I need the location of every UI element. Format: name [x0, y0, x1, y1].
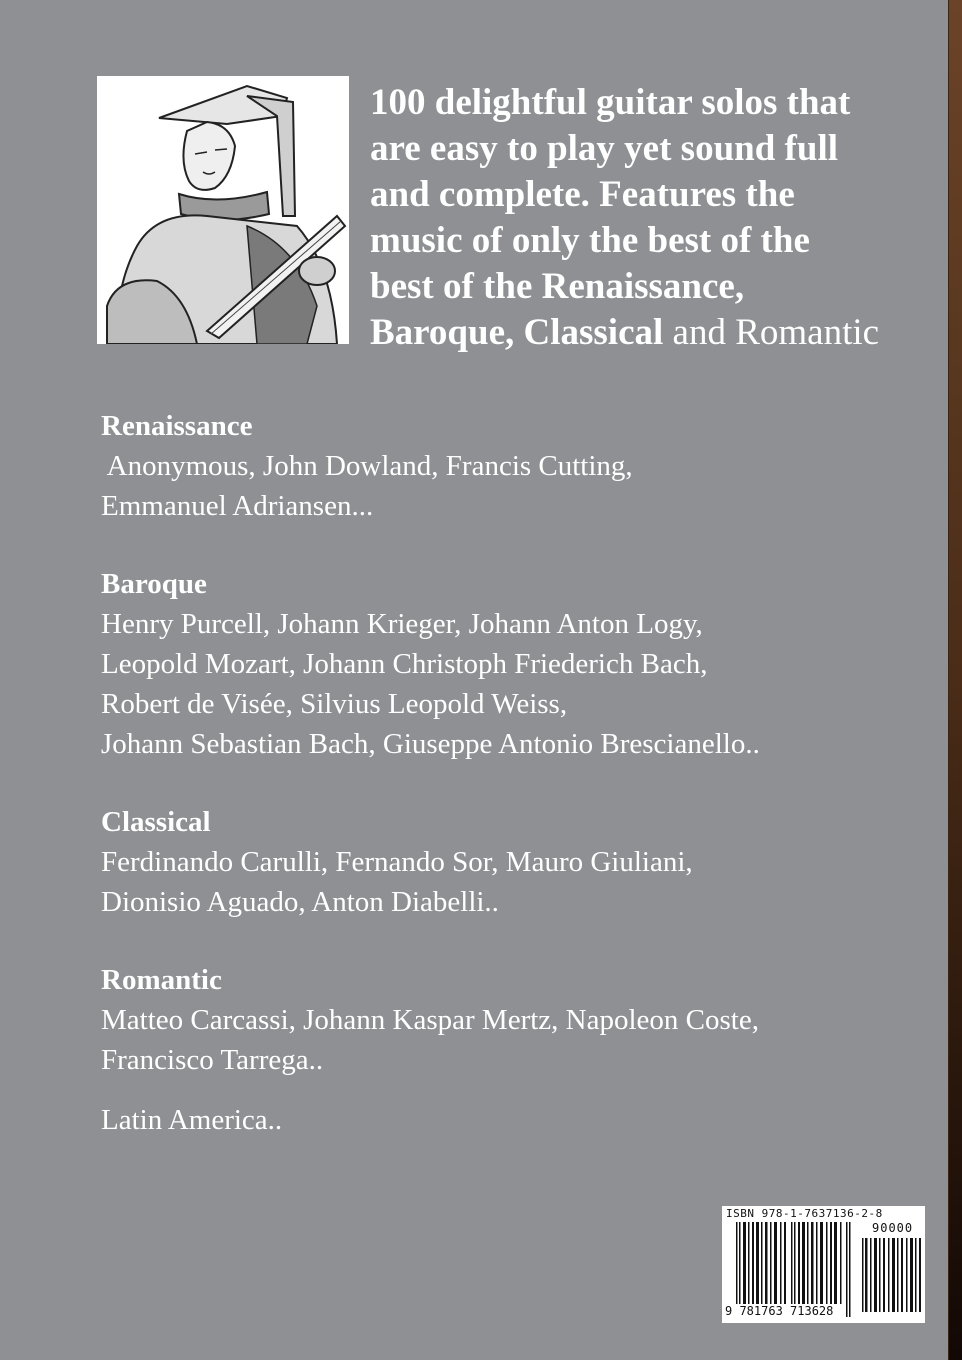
- composer-line: Francisco Tarrega..: [101, 1044, 324, 1076]
- composer-line: Leopold Mozart, Johann Christoph Friederich Bach,: [101, 648, 708, 680]
- section-renaissance: [101, 406, 941, 526]
- blurb-line: music of only the best of the: [370, 220, 810, 261]
- section-title: Renaissance: [101, 410, 253, 442]
- section-romantic: [101, 960, 941, 1080]
- footer-line: Latin America..: [101, 1104, 283, 1136]
- composer-line: Johann Sebastian Bach, Giuseppe Antonio Brescianello..: [101, 728, 760, 760]
- section-title: Baroque: [101, 568, 207, 600]
- section-title: Romantic: [101, 964, 222, 996]
- composer-line: Robert de Visée, Silvius Leopold Weiss,: [101, 688, 568, 720]
- blurb-line: and complete. Features the: [370, 174, 795, 215]
- composer-line: Dionisio Aguado, Anton Diabelli..: [101, 886, 499, 918]
- section-classical: [101, 802, 941, 922]
- price-addon: 90000: [872, 1221, 914, 1235]
- blurb-line: 100 delightful guitar solos that: [370, 82, 851, 123]
- composer-line: Anonymous, John Dowland, Francis Cutting,: [101, 450, 633, 482]
- description-blurb: [370, 80, 960, 356]
- barcode-digits: 9 781763 713628: [725, 1304, 834, 1318]
- barcode-bars-icon: [736, 1222, 852, 1317]
- section-title: Classical: [101, 806, 211, 838]
- woodcut-portrait-icon: [97, 76, 349, 344]
- blurb-line: are easy to play yet sound full: [370, 128, 839, 169]
- section-latin-america: [101, 1100, 941, 1140]
- lute-player-illustration: [97, 76, 349, 344]
- blurb-line-last: [370, 310, 960, 356]
- composer-line: Henry Purcell, Johann Krieger, Johann Anton Logy,: [101, 608, 703, 640]
- blurb-line: best of the Renaissance,: [370, 266, 745, 307]
- blurb-normal-part: and Romantic: [663, 312, 880, 353]
- section-baroque: [101, 564, 941, 764]
- composer-line: Matteo Carcassi, Johann Kaspar Mertz, Napoleon Coste,: [101, 1004, 759, 1036]
- blurb-bold-part: Baroque, Classical: [370, 312, 664, 353]
- isbn-label: ISBN 978-1-7637136-2-8: [726, 1207, 883, 1220]
- addon-bars-icon: [862, 1238, 922, 1312]
- book-spine-edge: [948, 0, 962, 1360]
- composer-line: Emmanuel Adriansen...: [101, 490, 374, 522]
- composer-sections: [101, 406, 941, 1140]
- isbn-barcode: [722, 1206, 925, 1323]
- composer-line: Ferdinando Carulli, Fernando Sor, Mauro Giuliani,: [101, 846, 693, 878]
